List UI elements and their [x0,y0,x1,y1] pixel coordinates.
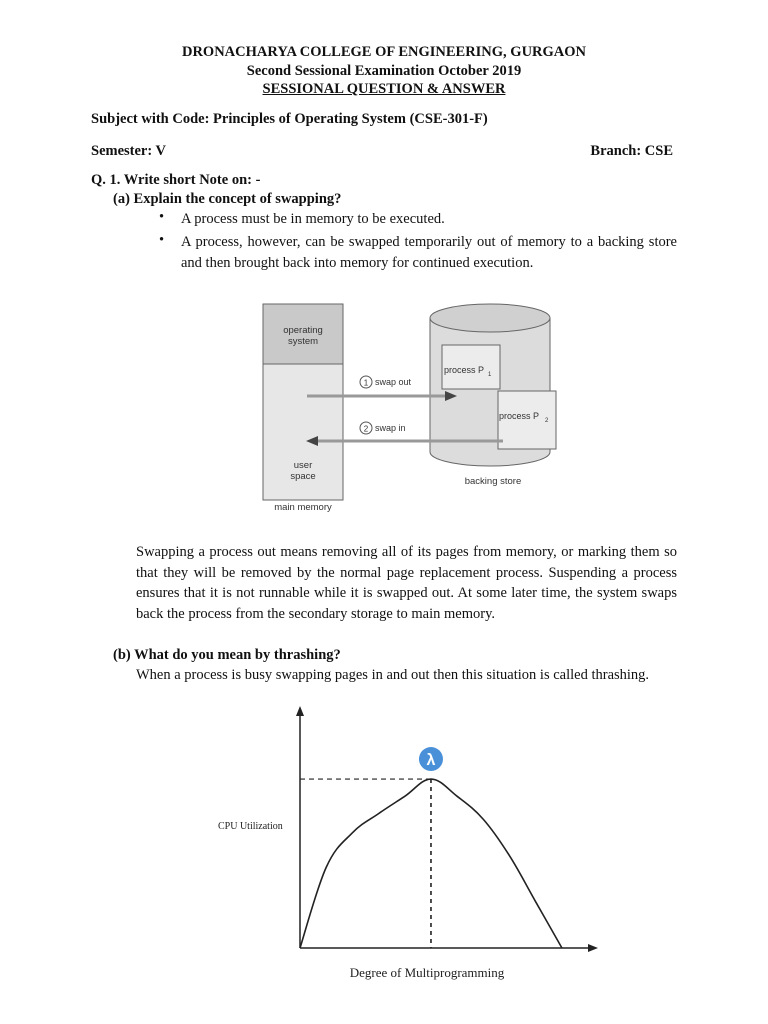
part-b-heading: (b) What do you mean by thrashing? [113,647,341,663]
semester-line: Semester: V [91,143,167,159]
swapping-paragraph: Swapping a process out means removing all of its pages from memory, or marking them so that they will be removed by the normal page replacement process. Suspending a process ensures that it is not runnable while it is swapped out. At some later time, the system swaps back the process from the secondary storage to main memory. [136,544,677,622]
backing-store-label: backing store [464,476,522,487]
user-label-1: user [293,460,313,471]
swap-in-label: swap in [375,423,406,433]
thrashing-chart [200,700,610,990]
peak-marker-label: λ [426,752,436,770]
process-p2-subscript: 2 [545,418,549,424]
y-axis-arrowhead [296,706,304,716]
chart-y-axis-label: CPU Utilization [218,821,283,832]
swap-in-number: 2 [363,424,369,434]
swap-out-label: swap out [375,377,412,387]
subject-line: Subject with Code: Principles of Operating System (CSE-301-F) [91,111,488,127]
process-p2-label: process P [499,411,540,421]
os-label-1: operating [283,325,323,336]
bullet-marker: • [159,209,165,225]
exam-title: Second Sessional Examination October 2019 [246,63,522,79]
thrashing-answer: When a process is busy swapping pages in and out then this situation is called thrashing. [136,667,650,683]
os-label-2: system [287,336,319,347]
process-p1-subscript: 1 [488,372,492,378]
college-name: DRONACHARYA COLLEGE OF ENGINEERING, GURGAON [181,44,587,60]
x-axis-arrowhead [588,944,598,952]
main-memory-label: main memory [274,502,332,513]
cylinder-top [430,304,550,332]
bullet-marker: • [159,232,165,248]
bullet-2: A process, however, can be swapped temporarily out of memory to a backing store and then brought back into memory for continued execution. [181,234,677,271]
process-p1-label: process P [444,365,485,375]
document-title: SESSIONAL QUESTION & ANSWER [262,81,506,97]
user-label-2: space [290,471,316,482]
branch-line: Branch: CSE [590,143,673,159]
bullet-1: A process must be in memory to be executed. [181,211,445,227]
part-a-heading: (a) Explain the concept of swapping? [113,191,342,207]
question-1-heading: Q. 1. Write short Note on: - [91,172,261,188]
swapping-diagram [255,296,575,518]
chart-x-axis-label: Degree of Multiprogramming [349,965,505,980]
swap-out-number: 1 [363,378,369,388]
